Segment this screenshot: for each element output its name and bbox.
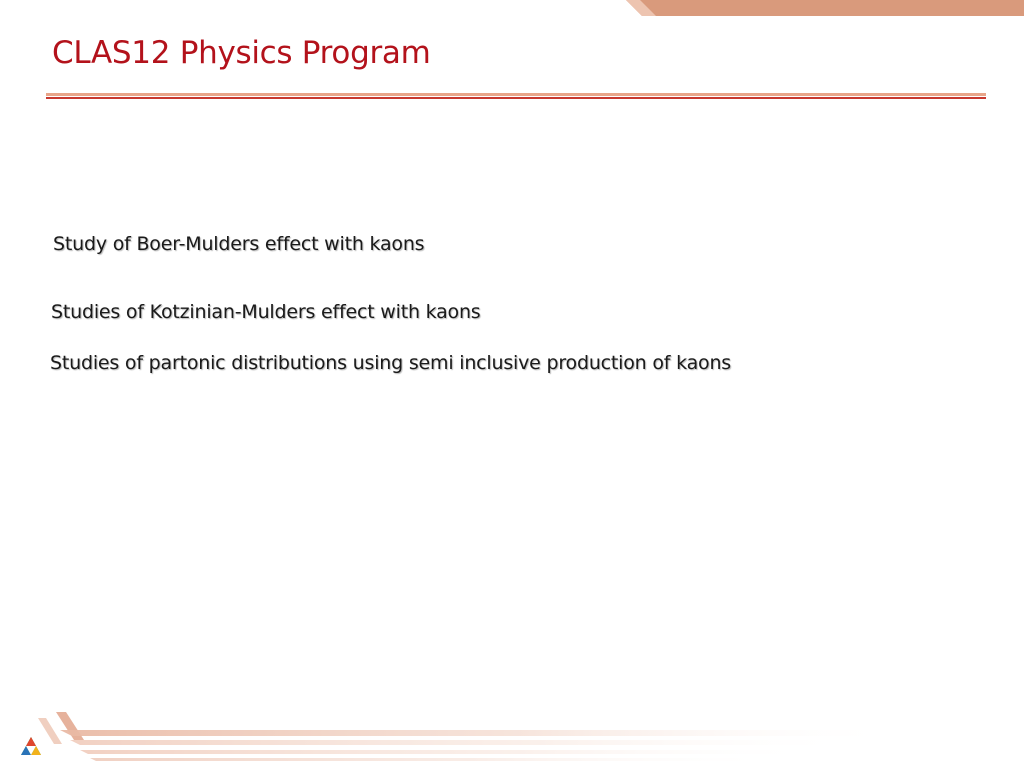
title-rule-upper [46, 93, 986, 96]
bullet-boer-mulders: Study of Boer-Mulders effect with kaons [53, 233, 425, 255]
bullet-partonic-distributions: Studies of partonic distributions using semi inclusive production of kaons [50, 352, 731, 374]
slide-title: CLAS12 Physics Program [52, 35, 431, 71]
footer-swoosh [0, 700, 1024, 768]
top-decorative-band [0, 0, 1024, 16]
title-rule-lower [46, 97, 986, 99]
lab-logo-icon [20, 736, 42, 758]
bullet-kotzinian-mulders: Studies of Kotzinian-Mulders effect with kaons [51, 301, 481, 323]
